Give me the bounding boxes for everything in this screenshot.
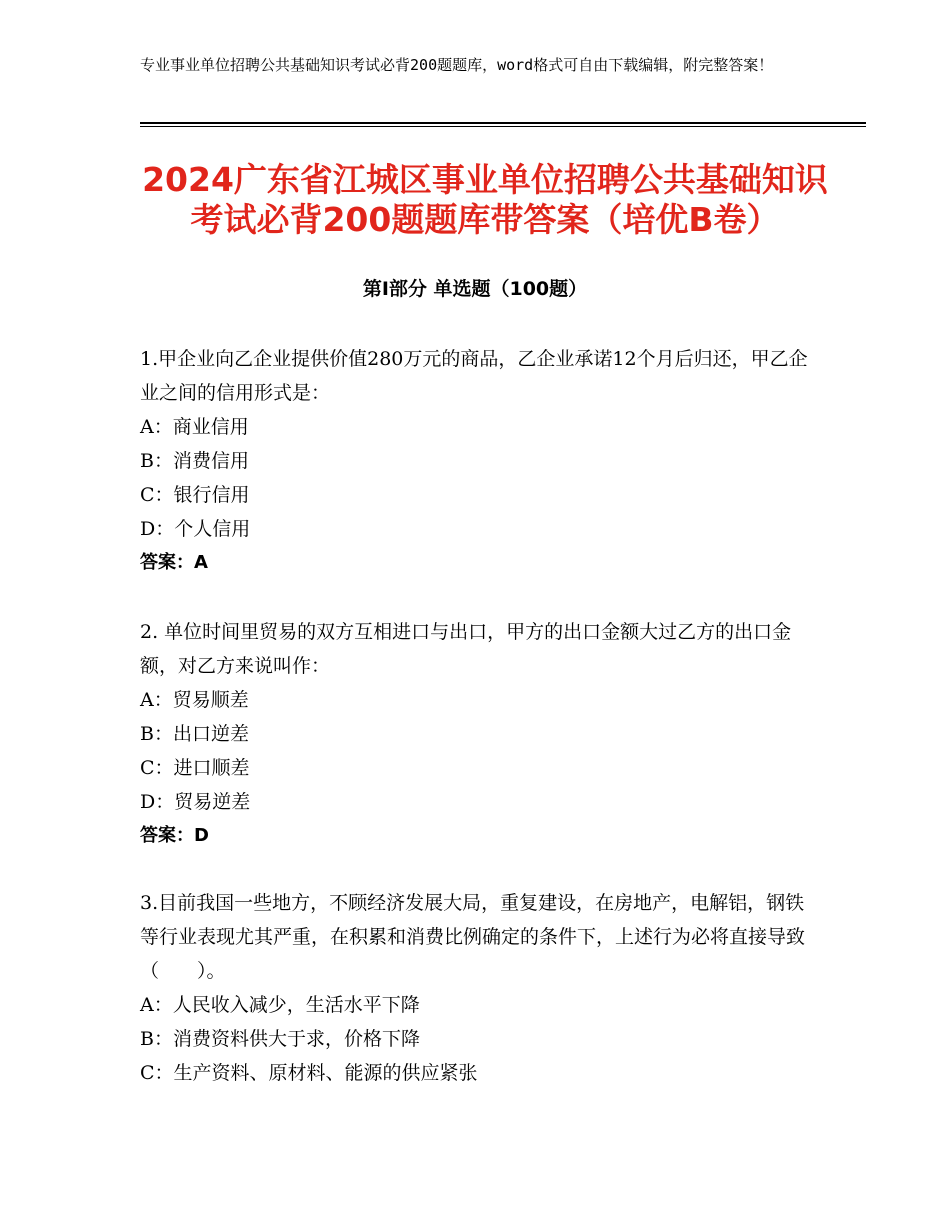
- header-note: 专业事业单位招聘公共基础知识考试必背200题题库，word格式可自由下载编辑，附完整答案！: [140, 56, 774, 74]
- option-c: C：进口顺差: [140, 757, 250, 779]
- option-b: B：消费资料供大于求，价格下降: [140, 1028, 420, 1050]
- header-divider-thin: [140, 126, 866, 127]
- question-stem: 1.甲企业向乙企业提供价值280万元的商品，乙企业承诺12个月后归还，甲乙企业之间的信用形式是：: [140, 348, 808, 404]
- header-divider-thick: [140, 122, 866, 124]
- answer-line: 答案：D: [140, 825, 209, 846]
- question-stem: 2. 单位时间里贸易的双方互相进口与出口，甲方的出口金额大过乙方的出口金额，对乙方来说叫作：: [140, 621, 792, 677]
- option-a: A：商业信用: [140, 416, 249, 438]
- option-b: B：出口逆差: [140, 723, 249, 745]
- option-d: D：贸易逆差: [140, 791, 251, 813]
- option-c: C：银行信用: [140, 484, 250, 506]
- question-3: [140, 886, 810, 1090]
- option-a: A：人民收入减少，生活水平下降: [140, 994, 420, 1016]
- document-title: 2024广东省江城区事业单位招聘公共基础知识考试必背200题题库带答案（培优B卷）: [142, 160, 828, 239]
- question-1: [140, 342, 810, 580]
- section-title: 第Ⅰ部分 单选题（100题）: [362, 278, 588, 300]
- answer-line: 答案：A: [140, 552, 208, 573]
- option-c: C：生产资料、原材料、能源的供应紧张: [140, 1062, 478, 1084]
- option-d: D：个人信用: [140, 518, 251, 540]
- option-b: B：消费信用: [140, 450, 249, 472]
- question-2: [140, 615, 810, 853]
- question-stem: 3.目前我国一些地方，不顾经济发展大局，重复建设，在房地产，电解铝，钢铁等行业表现尤其严重，在积累和消费比例确定的条件下，上述行为必将直接导致（ ）。: [140, 892, 806, 982]
- option-a: A：贸易顺差: [140, 689, 249, 711]
